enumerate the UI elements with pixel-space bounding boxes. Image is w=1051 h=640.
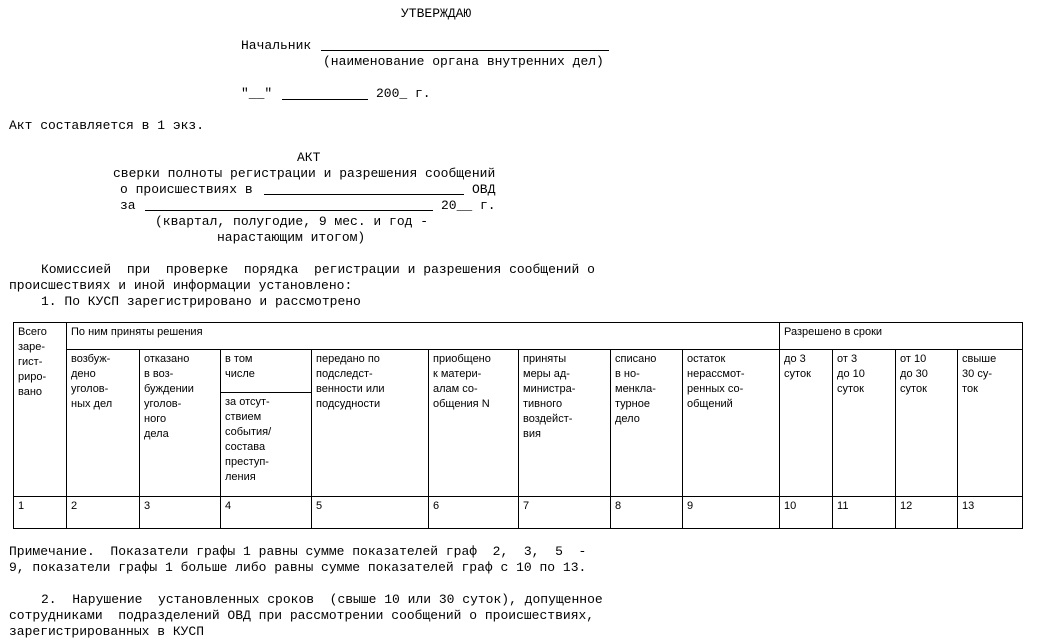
column-number: 13 bbox=[958, 497, 1023, 529]
act-line2-suffix: ОВД bbox=[472, 182, 496, 197]
intro-line1: Комиссией при проверке порядка регистрации и разрешения сообщений о bbox=[41, 262, 595, 277]
column-number: 5 bbox=[312, 497, 429, 529]
item2-line3: зарегистрированных в КУСП bbox=[9, 624, 205, 639]
act-title: АКТ bbox=[297, 150, 321, 165]
column-number: 9 bbox=[683, 497, 780, 529]
col-3-10-header: от 3 до 10 суток bbox=[833, 350, 896, 497]
copies-note: Акт составляется в 1 экз. bbox=[9, 118, 205, 133]
period-caption1: (квартал, полугодие, 9 мес. и год - bbox=[155, 214, 429, 229]
intro-item1: 1. По КУСП зарегистрировано и рассмотрено bbox=[41, 294, 361, 309]
column-number: 7 bbox=[519, 497, 611, 529]
date-year: 200_ г. bbox=[376, 86, 431, 101]
column-number: 3 bbox=[140, 497, 221, 529]
column-number: 6 bbox=[429, 497, 519, 529]
col-including-header: в том числе bbox=[221, 350, 312, 393]
act-line3-prefix: за bbox=[120, 198, 136, 213]
group-decisions-header: По ним приняты решения bbox=[67, 323, 780, 350]
ovd-blank-line bbox=[264, 194, 464, 195]
col-admin-header: приняты меры ад- министра- тивного воздейст- вия bbox=[519, 350, 611, 497]
date-month-blank bbox=[282, 99, 368, 100]
col-remaining-header: остаток нерассмот- ренных со- общений bbox=[683, 350, 780, 497]
chief-label: Начальник bbox=[241, 38, 312, 53]
act-line3-suffix: 20__ г. bbox=[441, 198, 496, 213]
col-total-header: Всего заре- гист- риро- вано bbox=[14, 323, 67, 497]
col-no-event-header: за отсут- ствием события/ состава преступ- ления bbox=[221, 393, 312, 497]
item2-line2: сотрудниками подразделений ОВД при рассмотрении сообщений о происшествиях, bbox=[9, 608, 595, 623]
organ-caption: (наименование органа внутренних дел) bbox=[323, 54, 604, 69]
approve-heading: УТВЕРЖДАЮ bbox=[401, 6, 472, 21]
intro-line2: происшествиях и иной информации установлено: bbox=[9, 278, 353, 293]
col-written-off-header: списано в но- менкла- турное дело bbox=[611, 350, 683, 497]
col-jurisdiction-header: передано по подследст- венности или подсудности bbox=[312, 350, 429, 497]
period-caption2: нарастающим итогом) bbox=[217, 230, 366, 245]
column-number: 4 bbox=[221, 497, 312, 529]
act-line1: сверки полноты регистрации и разрешения сообщений bbox=[113, 166, 496, 181]
date-day: "__" bbox=[241, 86, 273, 101]
column-number: 8 bbox=[611, 497, 683, 529]
act-line2-prefix: о происшествиях в bbox=[120, 182, 253, 197]
col-over30-header: свыше 30 су- ток bbox=[958, 350, 1023, 497]
col-refused-header: отказано в воз- буждении уголов- ного дела bbox=[140, 350, 221, 497]
group-resolved-header: Разрешено в сроки bbox=[780, 323, 1023, 350]
registration-table bbox=[13, 322, 1023, 529]
column-number: 1 bbox=[14, 497, 67, 529]
col-3days-header: до 3 суток bbox=[780, 350, 833, 497]
col-initiated-header: возбуж- дено уголов- ных дел bbox=[67, 350, 140, 497]
column-number: 12 bbox=[896, 497, 958, 529]
col-attached-header: приобщено к матери- алам со- общения N bbox=[429, 350, 519, 497]
note-line1: Примечание. Показатели графы 1 равны сумме показателей граф 2, 3, 5 - bbox=[9, 544, 587, 559]
note-line2: 9, показатели графы 1 больше либо равны сумме показателей граф с 10 по 13. bbox=[9, 560, 587, 575]
column-number: 2 bbox=[67, 497, 140, 529]
chief-blank-line bbox=[321, 50, 609, 51]
column-number: 10 bbox=[780, 497, 833, 529]
col-10-30-header: от 10 до 30 суток bbox=[896, 350, 958, 497]
period-blank-line bbox=[145, 210, 433, 211]
item2-line1: 2. Нарушение установленных сроков (свыше 10 или 30 суток), допущенное bbox=[41, 592, 603, 607]
column-number: 11 bbox=[833, 497, 896, 529]
